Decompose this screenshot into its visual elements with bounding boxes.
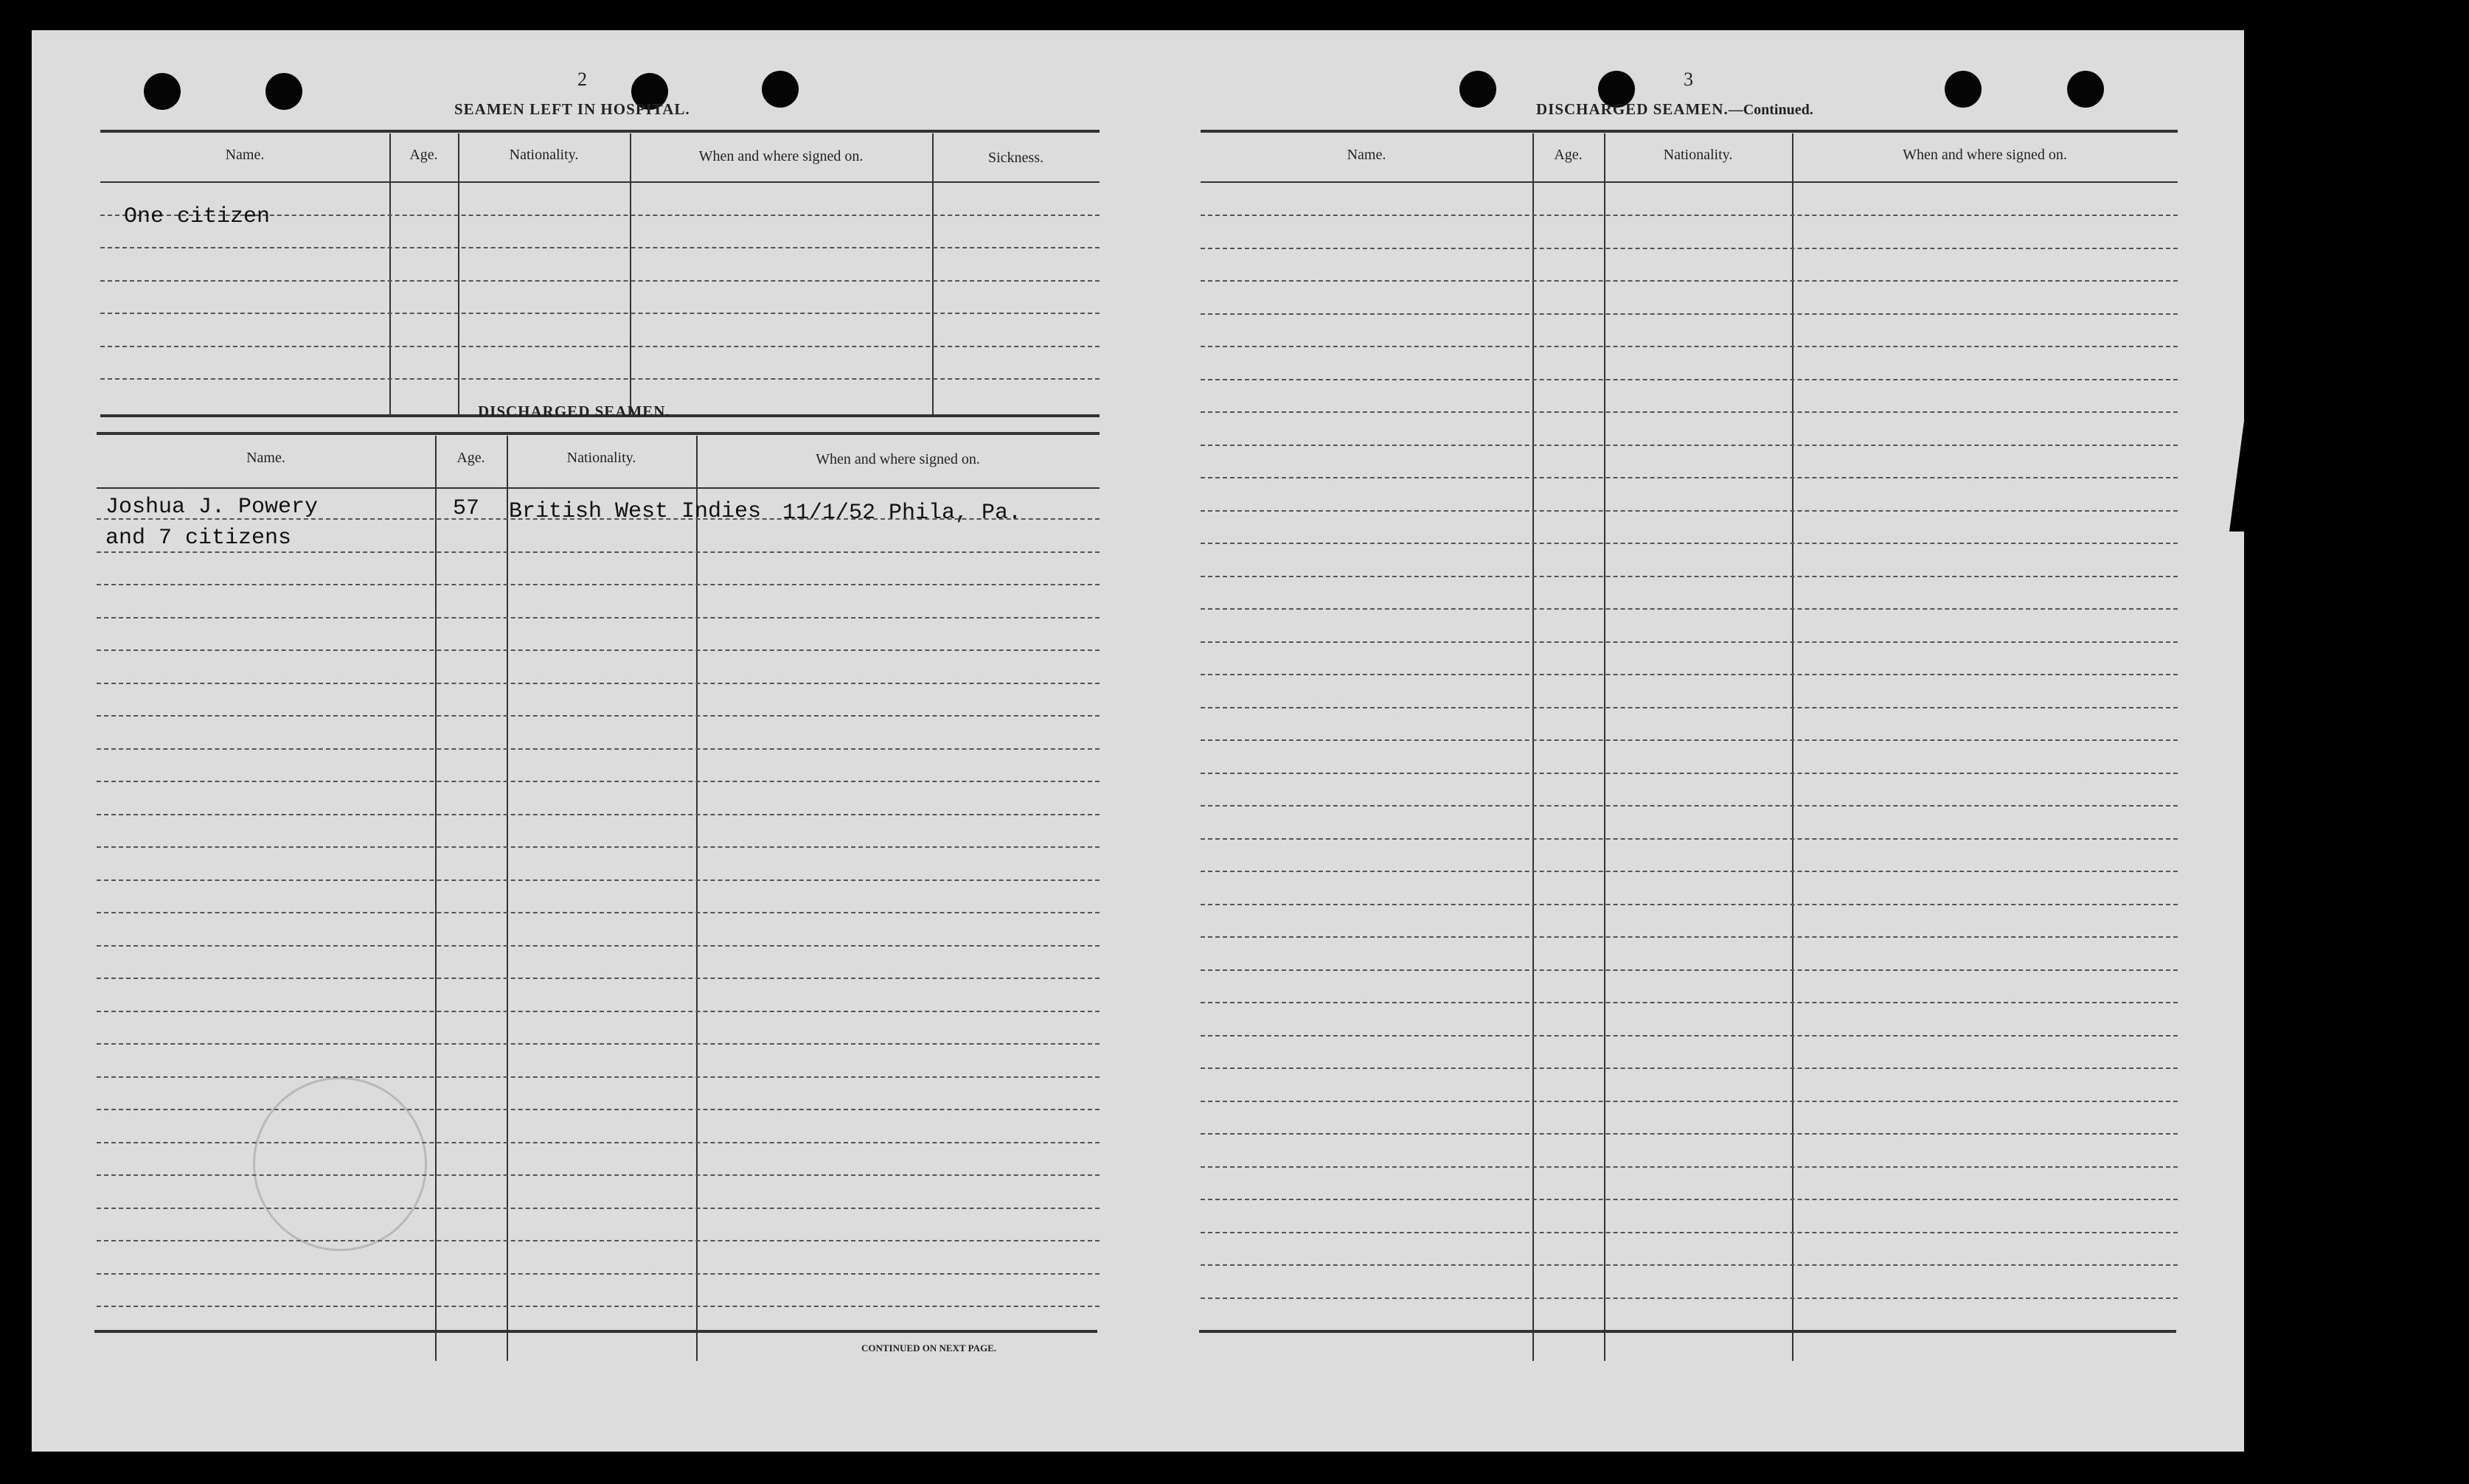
hospital-col-sickness: Sickness. xyxy=(988,150,1043,166)
ruled-row-line xyxy=(1201,411,2178,413)
discharged-col-nationality: Nationality. xyxy=(566,450,636,466)
ruled-row-line xyxy=(1201,1264,2178,1266)
hospital-section-title: SEAMEN LEFT IN HOSPITAL. xyxy=(454,100,690,118)
discharged-header-rule xyxy=(97,487,1100,489)
continued-note: CONTINUED ON NEXT PAGE. xyxy=(861,1342,996,1354)
ruled-row-line xyxy=(97,715,1100,717)
hospital-col-divider xyxy=(389,133,391,417)
ruled-row-line xyxy=(1201,379,2178,380)
discharged-col-divider xyxy=(435,436,437,1361)
ruled-row-line xyxy=(97,1240,1100,1241)
ruled-row-line xyxy=(97,945,1100,947)
ruled-row-line xyxy=(97,814,1100,815)
hospital-col-divider xyxy=(458,133,459,417)
ruled-row-line xyxy=(97,1109,1100,1110)
ruled-row-line xyxy=(97,584,1100,585)
discharged-entry-1-nationality: British West Indies xyxy=(509,499,762,524)
ruled-row-line xyxy=(1201,1133,2178,1135)
hospital-col-divider xyxy=(932,133,934,417)
right-section-title xyxy=(1536,100,1813,119)
ruled-row-line xyxy=(1201,805,2178,807)
ruled-row-line xyxy=(1201,674,2178,675)
ruled-row-line xyxy=(1201,641,2178,643)
discharged-table-top-rule xyxy=(97,432,1100,435)
hospital-entry-name: One citizen xyxy=(124,204,271,229)
ruled-row-line xyxy=(97,781,1100,782)
right-col-divider xyxy=(1604,133,1605,1361)
ruled-row-line xyxy=(1201,576,2178,577)
ruled-row-line xyxy=(97,1043,1100,1045)
ruled-row-line xyxy=(1201,1232,2178,1233)
right-col-signed-on: When and where signed on. xyxy=(1903,147,2067,163)
ruled-row-line xyxy=(1201,1035,2178,1037)
paper-tear xyxy=(2229,421,2244,532)
ruled-row-line xyxy=(1201,313,2178,315)
punch-hole xyxy=(1459,71,1496,108)
right-col-divider xyxy=(1792,133,1793,1361)
ruled-row-line xyxy=(97,912,1100,913)
ruled-row-line xyxy=(97,1208,1100,1209)
ruled-row-line xyxy=(97,683,1100,684)
ruled-row-line xyxy=(1201,215,2178,216)
ruled-row-line xyxy=(1201,871,2178,872)
right-col-age: Age. xyxy=(1554,147,1583,163)
hospital-col-name: Name. xyxy=(225,147,265,163)
punch-hole xyxy=(2067,71,2104,108)
ruled-row-line xyxy=(97,1142,1100,1143)
hospital-col-age: Age. xyxy=(409,147,438,163)
discharged-table-bottom-rule xyxy=(94,1330,1097,1333)
ruled-row-line xyxy=(1201,1067,2178,1069)
hospital-row-line xyxy=(100,378,1100,380)
hospital-col-signed-on: When and where signed on. xyxy=(698,148,864,164)
hospital-row-line xyxy=(100,313,1100,314)
discharged-entry-1-signed-on: 11/1/52 Phila, Pa. xyxy=(782,501,1022,526)
hospital-row-line xyxy=(100,280,1100,282)
right-table-top-rule xyxy=(1201,130,2178,133)
discharged-col-divider xyxy=(696,436,698,1361)
faded-stamp xyxy=(253,1077,427,1251)
ruled-row-line xyxy=(1201,739,2178,741)
ruled-row-line xyxy=(1201,969,2178,971)
hospital-col-divider xyxy=(630,133,631,417)
right-table-bottom-rule xyxy=(1199,1330,2176,1333)
hospital-col-nationality: Nationality. xyxy=(509,147,579,163)
ruled-row-line xyxy=(97,1273,1100,1275)
page-number-right: 3 xyxy=(1684,69,1693,90)
ruled-row-line xyxy=(1201,1166,2178,1168)
ruled-row-line xyxy=(97,1306,1100,1307)
ruled-row-line xyxy=(97,1076,1100,1078)
discharged-col-signed-on: When and where signed on. xyxy=(816,451,980,467)
ruled-row-line xyxy=(97,846,1100,848)
punch-hole xyxy=(144,73,181,110)
ruled-row-line xyxy=(97,1011,1100,1012)
punch-hole xyxy=(265,73,302,110)
ruled-row-line xyxy=(97,518,1100,520)
ruled-row-line xyxy=(1201,543,2178,544)
ruled-row-line xyxy=(1201,1002,2178,1003)
ruled-row-line xyxy=(1201,477,2178,478)
ruled-row-line xyxy=(1201,445,2178,446)
manifest-sheet xyxy=(32,30,2244,1452)
discharged-col-age: Age. xyxy=(456,450,485,466)
right-section-title-text: DISCHARGED SEAMEN. xyxy=(1536,100,1729,118)
ruled-row-line xyxy=(97,649,1100,651)
ruled-row-line xyxy=(97,617,1100,619)
ruled-row-line xyxy=(97,551,1100,553)
ruled-row-line xyxy=(97,978,1100,979)
right-col-name: Name. xyxy=(1347,147,1386,163)
discharged-col-divider xyxy=(507,436,508,1361)
discharged-entry-1-name: Joshua J. Powery xyxy=(105,495,319,520)
ruled-row-line xyxy=(97,879,1100,881)
right-header-rule xyxy=(1201,181,2178,183)
ruled-row-line xyxy=(1201,346,2178,347)
punch-hole xyxy=(1945,71,1982,108)
ruled-row-line xyxy=(1201,1297,2178,1299)
ruled-row-line xyxy=(1201,510,2178,512)
ruled-row-line xyxy=(1201,838,2178,840)
hospital-table-top-rule xyxy=(100,130,1100,133)
punch-hole xyxy=(762,71,799,108)
hospital-header-rule xyxy=(100,181,1100,183)
ruled-row-line xyxy=(1201,1199,2178,1200)
ruled-row-line xyxy=(1201,773,2178,774)
discharged-col-name: Name. xyxy=(246,450,285,466)
ruled-row-line xyxy=(1201,1101,2178,1102)
ruled-row-line xyxy=(97,1174,1100,1176)
ruled-row-line xyxy=(97,748,1100,750)
discharged-entry-2-name: and 7 citizens xyxy=(105,526,292,551)
right-section-title-suffix: —Continued. xyxy=(1728,102,1813,118)
discharged-entry-1-age: 57 xyxy=(453,496,480,521)
ruled-row-line xyxy=(1201,936,2178,938)
page-number-left: 2 xyxy=(577,69,587,90)
right-col-nationality: Nationality. xyxy=(1663,147,1733,163)
ruled-row-line xyxy=(1201,608,2178,610)
right-col-divider xyxy=(1532,133,1534,1361)
discharged-section-title: DISCHARGED SEAMEN. xyxy=(478,403,670,420)
hospital-row-line xyxy=(100,346,1100,347)
ruled-row-line xyxy=(1201,280,2178,282)
ruled-row-line xyxy=(1201,904,2178,905)
ruled-row-line xyxy=(1201,248,2178,249)
ruled-row-line xyxy=(1201,707,2178,708)
hospital-row-line xyxy=(100,247,1100,248)
